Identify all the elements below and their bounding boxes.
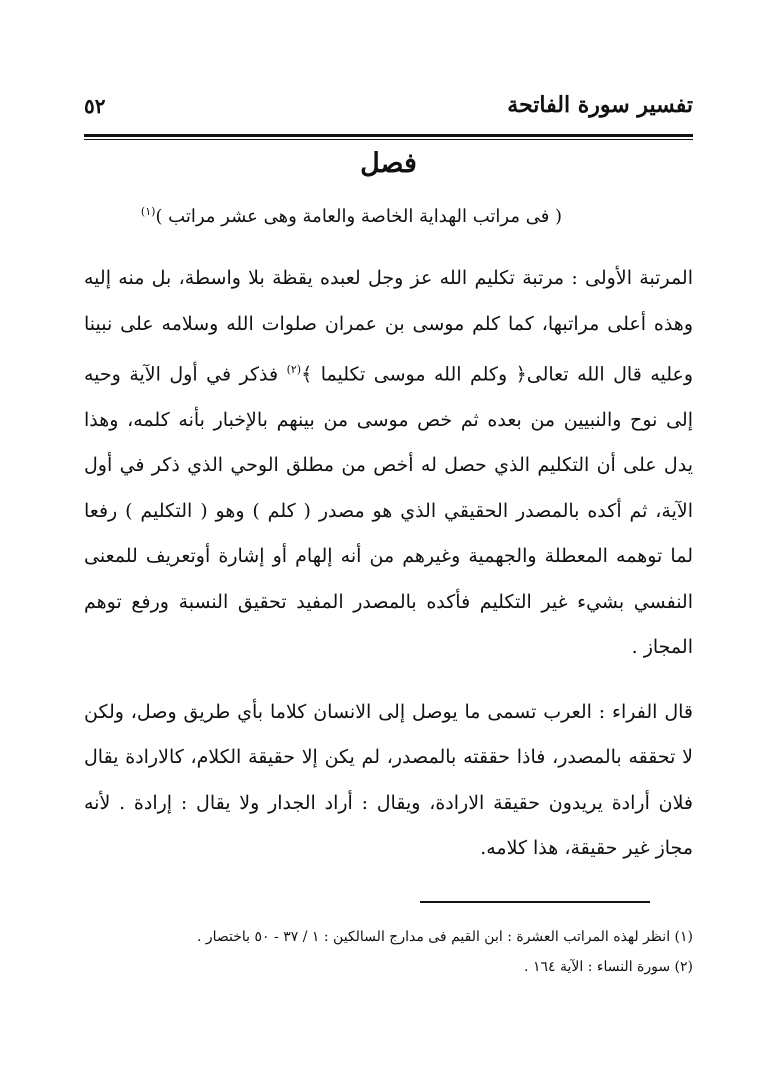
header-rule-thick <box>84 134 693 137</box>
footnote-separator <box>420 901 650 903</box>
page-number: ٥٢ <box>84 94 106 118</box>
subtitle-text: ( فى مراتب الهداية الخاصة والعامة وهى عشر مراتب ) <box>155 206 563 227</box>
section-subtitle <box>84 205 619 227</box>
paragraph-1 <box>84 256 693 671</box>
running-title: تفسير سورة الفاتحة <box>507 92 693 118</box>
subtitle-footnote-ref: (١) <box>140 205 156 218</box>
paragraph-2: قال الفراء : العرب تسمى ما يوصل إلى الانسان كلاما بأي طريق وصل، ولكن لا تحققه بالمصدر، فاذا حققته بالمصدر، لم يكن إلا حقيقة الكلام، كالارادة يقال فلان أرادة يريدون حقيقة الارادة، ويقال : أراد الجدار ولا يقال : إرادة . لأنه مجاز غير حقيقة، هذا كلامه. <box>84 700 693 860</box>
footnote-2: (٢) سورة النساء : الآية ١٦٤ . <box>524 959 693 975</box>
header-rule-thin <box>84 139 693 140</box>
body-text <box>84 256 693 872</box>
paragraph-1-part-a: المرتبة الأولى : مرتبة تكليم الله عز وجل لعبده يقظة بلا واسطة، بل منه إليه وهذه أعلى مراتبها، كما كلم موسى بن عمران صلوات الله وسلامه على نبينا وعليه قال الله تعالى﴿ وكلم الله موسى تكليما ﴾ <box>84 267 694 386</box>
page-header <box>84 88 693 132</box>
paragraph-1-part-b: فذكر في أول الآية وحيه إلى نوح والنبيين من بعده ثم خص موسى من بينهم بالإخبار بأنه كلمه، وهذا يدل على أن التكليم الذي حصل له أخص من مطلق الوحي الذي ذكر في أول الآية، ثم أكده بالمصدر الحقيقي الذي هو مصدر ( كلم ) وهو ( التكليم ) رفعا لما توهمه المعطلة والجهمية وغيرهم من أنه إلهام أو إشارة أوتعريف للمعنى النفسي بشيء غير التكليم فأكده بالمصدر المفيد تحقيق النسبة ورفع توهم المجاز . <box>84 363 693 659</box>
section-title: فصل <box>360 148 417 179</box>
footnote-1: (١) انظر لهذه المراتب العشرة : ابن القيم فى مدارج السالكين : ١ / ٣٧ - ٥٠ باختصار . <box>196 929 693 945</box>
footnote-ref-2: (٢) <box>286 363 302 376</box>
footnotes <box>84 922 693 982</box>
